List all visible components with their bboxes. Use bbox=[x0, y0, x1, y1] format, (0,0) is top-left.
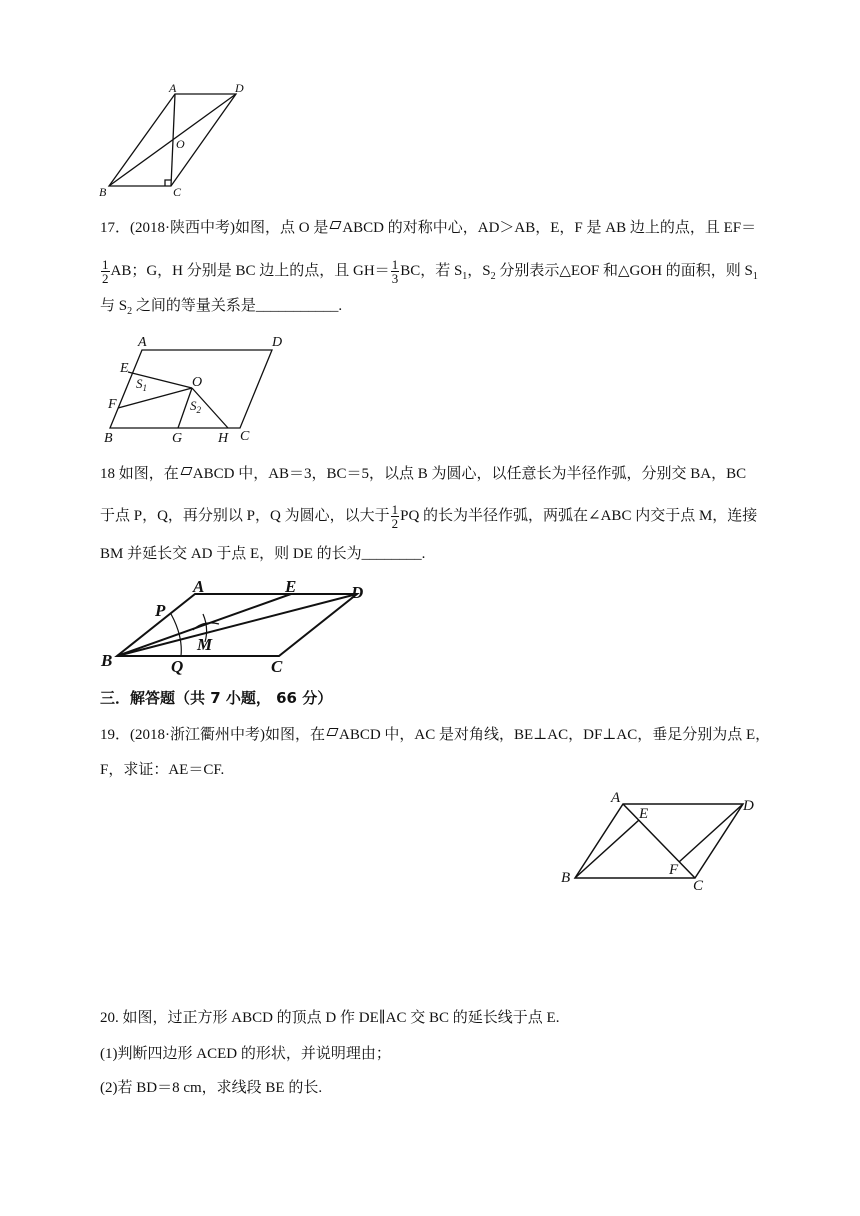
q19-line-1: 19．(2018·浙江衢州中考)如图，在 ABCD 中，AC 是对角线，BE⊥AC，DF⊥AC，垂足分别为点 E， bbox=[100, 727, 771, 743]
q18-line-2: 于点 P，Q，再分别以 P，Q 为圆心，以大于 $\frac{1}{2}$ PQ 的长为半径作弧，两弧在∠ABC 内交于点 M，连接 bbox=[100, 502, 758, 531]
label-A: A bbox=[138, 335, 147, 350]
label-E: E bbox=[285, 577, 297, 596]
label-F: F bbox=[669, 862, 679, 878]
fraction-one-half: $\frac{1}{2}$ bbox=[102, 257, 109, 286]
label-C: C bbox=[173, 185, 182, 199]
label-A: A bbox=[169, 81, 177, 95]
label-H: H bbox=[218, 431, 229, 445]
parallelogram-icon bbox=[327, 728, 339, 736]
fraction-one-half: $\frac{1}{2}$ bbox=[391, 502, 399, 531]
q17-line-2: $\frac{1}{2}$ AB；G，H 分别是 BC 边上的点，且 GH＝ $\frac{1}{3}$ BC，若 $S_1$，$S_2$ 分别表示△EOF 和△GOH 的面积，则 $S_1$ bbox=[102, 257, 758, 286]
label-B: B bbox=[99, 185, 107, 199]
label-D: D bbox=[351, 583, 364, 602]
q20-line-3: (2)若 BD＝8 cm，求线段 BE 的长. bbox=[100, 1080, 323, 1096]
label-P: P bbox=[155, 601, 166, 620]
label-C: C bbox=[271, 657, 283, 676]
figure-17-parallelogram bbox=[100, 330, 300, 445]
fraction-one-third: $\frac{1}{3}$ bbox=[391, 257, 399, 286]
label-E: E bbox=[120, 361, 129, 376]
q17-line-1: 17．(2018·陕西中考)如图，点 O 是 ABCD 的对称中心，AD＞AB，E，F 是 AB 边上的点，且 EF＝ bbox=[100, 220, 757, 236]
q18-line-3: BM 并延长交 AD 于点 E，则 DE 的长为________. bbox=[100, 546, 426, 562]
label-S2: $S_2$ bbox=[190, 398, 201, 415]
parallelogram-icon bbox=[180, 467, 192, 475]
q18-line-1: 18 如图，在 ABCD 中，AB＝3，BC＝5，以点 B 为圆心，以任意长为半径作弧，分别交 BA，BC bbox=[100, 466, 747, 482]
label-B: B bbox=[561, 870, 571, 886]
label-O: O bbox=[192, 375, 203, 390]
label-F: F bbox=[108, 397, 117, 412]
q17-line-3: 与 $S_2$ 之间的等量关系是___________. bbox=[100, 298, 343, 317]
q20-line-2: (1)判断四边形 ACED 的形状，并说明理由； bbox=[100, 1046, 391, 1062]
label-D: D bbox=[743, 798, 754, 814]
label-C: C bbox=[240, 429, 250, 444]
label-D: D bbox=[235, 81, 244, 95]
section-heading: 三．解答题（共 7 小题， 66 分） bbox=[100, 689, 333, 707]
figure-16-parallelogram bbox=[95, 80, 265, 200]
label-B: B bbox=[104, 431, 113, 445]
label-S1: $S_1$ bbox=[136, 376, 147, 393]
figure-19-parallelogram bbox=[555, 786, 760, 896]
label-A: A bbox=[193, 577, 205, 596]
label-B: B bbox=[101, 651, 113, 670]
q19-line-2: F，求证：AE＝CF. bbox=[100, 762, 225, 778]
parallelogram-icon bbox=[330, 221, 342, 229]
label-G: G bbox=[172, 431, 183, 445]
label-D: D bbox=[272, 335, 283, 350]
figure-18-parallelogram bbox=[95, 576, 385, 680]
label-E: E bbox=[639, 806, 649, 822]
label-C: C bbox=[693, 878, 704, 894]
label-O: O bbox=[176, 137, 185, 151]
q20-line-1: 20. 如图，过正方形 ABCD 的顶点 D 作 DE∥AC 交 BC 的延长线于点 E. bbox=[100, 1010, 560, 1026]
label-Q: Q bbox=[171, 657, 184, 676]
label-M: M bbox=[197, 635, 213, 654]
label-A: A bbox=[611, 790, 621, 806]
